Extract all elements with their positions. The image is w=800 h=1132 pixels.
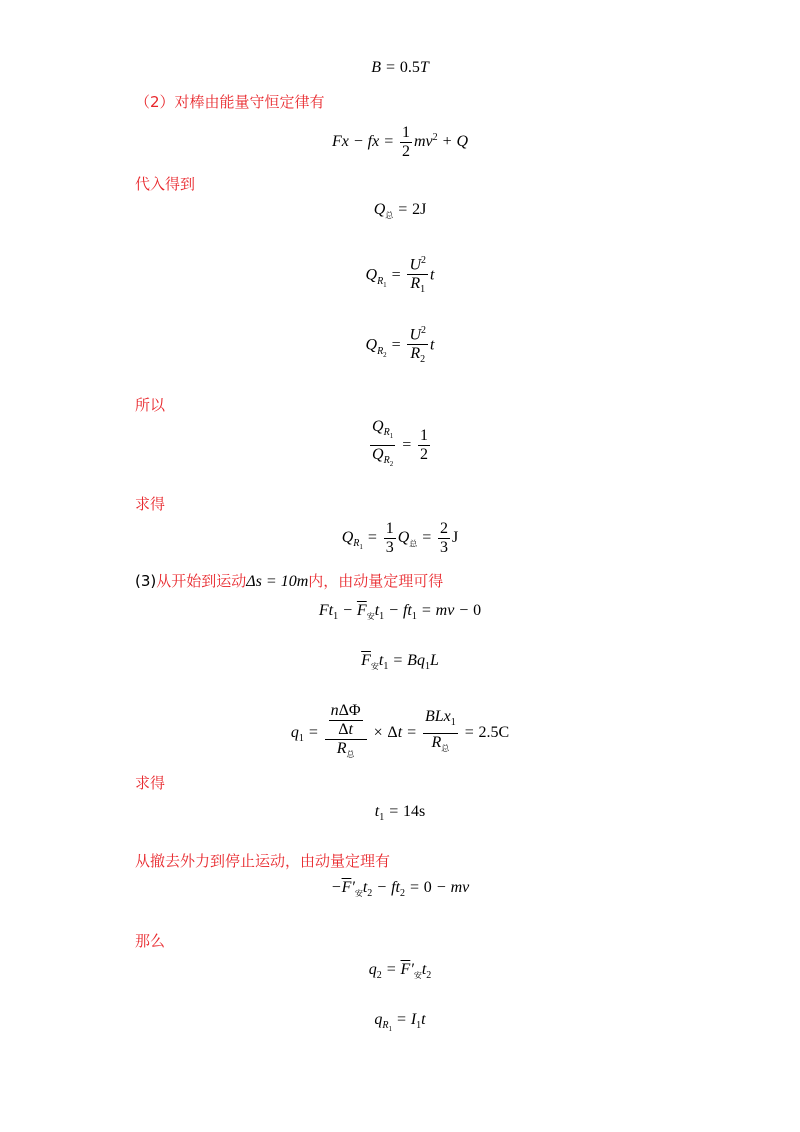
equation-qtotal: $Q_总 = 2J$ <box>373 201 427 221</box>
label-so: 所以 <box>135 396 166 414</box>
equation-q2: $q_2 = \overline{F}'_安t_2$ <box>368 961 432 982</box>
equation-t1: $t_1 = 14s$ <box>374 803 426 824</box>
equation-qr1: $Q_{R_1}$ = $\frac{U^2}{R_1}$ t <box>0 252 800 300</box>
section-heading-2: （2）对棒由能量守恒定律有 <box>135 93 325 111</box>
equation-momentum-1: $Ft_1 - \overline{F}_安t_1 - ft_1$ = mv − 0 <box>318 602 482 623</box>
label-remove-force: 从撤去外力到停止运动，由动量定理有 <box>135 852 391 870</box>
section-heading-3: (3)从开始到运动Δs = 10m内，由动量定理可得 <box>135 572 444 590</box>
equation-qr2: $Q_{R_2}$ = $\frac{U^2}{R_2}$ t <box>0 322 800 370</box>
equation-qr1-current: $q_{R_1} = I_1t$ <box>374 1011 426 1034</box>
equation-qr1-value: $Q_{R_1}$ = $\frac{1}{3}$ $Q_总$ = $\frac{2}{3}$ J <box>341 520 459 556</box>
equation-energy: Fx − fx = $\frac{1}{2}$ $mv^2 + Q$ <box>331 124 469 160</box>
label-then: 那么 <box>135 932 166 950</box>
equation-b: B = 0.5T <box>371 59 429 76</box>
equation-momentum-2: $-\overline{F}'_安t_2 - ft_2 = 0$ − mv <box>330 879 470 900</box>
equation-q1: $q_1$ = $\frac{\frac{\text{nΔΦ}}{\Delta t}}{R_总}$ × Δt = $\frac{BLx_1}{R_总}$ = 2.5C <box>290 702 510 760</box>
label-substitute: 代入得到 <box>135 175 196 193</box>
equation-ampere-impulse: $\overline{F}_安t_1 = Bq_1L$ <box>361 652 439 673</box>
label-find-1: 求得 <box>135 495 166 513</box>
label-find-2: 求得 <box>135 774 166 792</box>
equation-ratio: $\frac{Q_{R_1}}{Q_{R_2}}$ = $\frac{1}{2}$ <box>372 418 428 469</box>
